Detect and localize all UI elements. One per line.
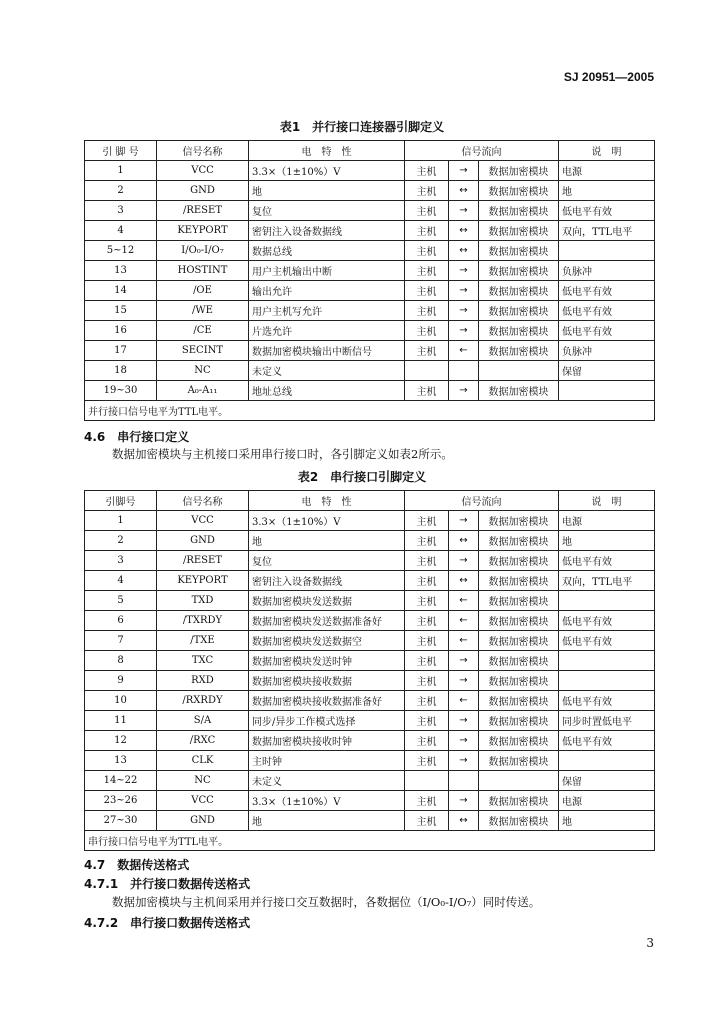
cell-pin: 2 — [85, 531, 157, 551]
cell-electrical: 数据加密模块输出中断信号 — [249, 341, 405, 361]
cell-to: 数据加密模块 — [479, 241, 559, 261]
cell-arrow: ↔ — [449, 181, 479, 201]
cell-signal: /OE — [157, 281, 249, 301]
col-direction: 信号流向 — [405, 491, 559, 511]
cell-to: 数据加密模块 — [479, 161, 559, 181]
table-row — [85, 771, 655, 791]
cell-signal: TXC — [157, 651, 249, 671]
cell-from: 主机 — [405, 711, 449, 731]
table2-note-row — [85, 831, 655, 851]
cell-arrow: → — [449, 551, 479, 571]
cell-pin: 12 — [85, 731, 157, 751]
cell-arrow: → — [449, 651, 479, 671]
cell-pin: 13 — [85, 751, 157, 771]
cell-electrical: 地址总线 — [249, 381, 405, 401]
cell-from: 主机 — [405, 691, 449, 711]
cell-from: 主机 — [405, 381, 449, 401]
cell-signal: A₀-A₁₁ — [157, 381, 249, 401]
cell-signal: /TXRDY — [157, 611, 249, 631]
cell-electrical: 数据加密模块接收数据 — [249, 671, 405, 691]
cell-to: 数据加密模块 — [479, 611, 559, 631]
table-row — [85, 811, 655, 831]
cell-arrow: ↔ — [449, 811, 479, 831]
table2 — [84, 490, 655, 851]
cell-electrical: 数据加密模块发送数据准备好 — [249, 611, 405, 631]
cell-description: 电源 — [559, 791, 655, 811]
cell-pin: 4 — [85, 221, 157, 241]
table-row — [85, 341, 655, 361]
cell-signal: VCC — [157, 791, 249, 811]
cell-from: 主机 — [405, 591, 449, 611]
table1-body — [85, 161, 655, 401]
cell-signal: RXD — [157, 671, 249, 691]
table-row — [85, 221, 655, 241]
cell-electrical: 片选允许 — [249, 321, 405, 341]
cell-arrow: ← — [449, 341, 479, 361]
cell-pin: 27~30 — [85, 811, 157, 831]
cell-arrow — [449, 361, 479, 381]
table-row — [85, 591, 655, 611]
cell-arrow: ↔ — [449, 571, 479, 591]
cell-arrow: → — [449, 281, 479, 301]
cell-description: 低电平有效 — [559, 551, 655, 571]
section-4-7-1-text: 数据加密模块与主机间采用并行接口交互数据时，各数据位（I/O₀-I/O₇）同时传送。 — [112, 895, 541, 909]
cell-signal: SECINT — [157, 341, 249, 361]
cell-to: 数据加密模块 — [479, 321, 559, 341]
cell-signal: TXD — [157, 591, 249, 611]
cell-description: 同步时置低电平 — [559, 711, 655, 731]
table-row — [85, 711, 655, 731]
cell-to: 数据加密模块 — [479, 261, 559, 281]
cell-electrical: 复位 — [249, 201, 405, 221]
cell-to: 数据加密模块 — [479, 221, 559, 241]
table-row — [85, 651, 655, 671]
table1-note: 并行接口信号电平为TTL电平。 — [85, 401, 655, 421]
table2-note: 串行接口信号电平为TTL电平。 — [85, 831, 655, 851]
table-row — [85, 691, 655, 711]
cell-signal: /RXRDY — [157, 691, 249, 711]
cell-pin: 7 — [85, 631, 157, 651]
cell-to: 数据加密模块 — [479, 731, 559, 751]
cell-signal: GND — [157, 181, 249, 201]
cell-arrow: → — [449, 791, 479, 811]
cell-description: 地 — [559, 181, 655, 201]
cell-to: 数据加密模块 — [479, 571, 559, 591]
standard-number: SJ 20951—2005 — [563, 70, 654, 84]
table1-header-row — [85, 141, 655, 161]
cell-from: 主机 — [405, 181, 449, 201]
cell-from: 主机 — [405, 811, 449, 831]
table-row — [85, 161, 655, 181]
cell-from: 主机 — [405, 261, 449, 281]
cell-pin: 9 — [85, 671, 157, 691]
cell-electrical: 密钥注入设备数据线 — [249, 221, 405, 241]
table-row — [85, 791, 655, 811]
cell-from: 主机 — [405, 631, 449, 651]
cell-to: 数据加密模块 — [479, 531, 559, 551]
cell-from: 主机 — [405, 731, 449, 751]
cell-to: 数据加密模块 — [479, 711, 559, 731]
cell-description: 低电平有效 — [559, 301, 655, 321]
cell-signal: /CE — [157, 321, 249, 341]
cell-from: 主机 — [405, 511, 449, 531]
cell-to: 数据加密模块 — [479, 381, 559, 401]
section-4-6-text: 数据加密模块与主机接口采用串行接口时，各引脚定义如表2所示。 — [112, 447, 453, 461]
cell-arrow: → — [449, 751, 479, 771]
cell-description: 低电平有效 — [559, 201, 655, 221]
cell-electrical: 数据加密模块发送数据空 — [249, 631, 405, 651]
cell-to: 数据加密模块 — [479, 671, 559, 691]
cell-electrical: 地 — [249, 531, 405, 551]
cell-pin: 3 — [85, 551, 157, 571]
table2-body — [85, 511, 655, 831]
cell-signal: NC — [157, 771, 249, 791]
cell-electrical: 未定义 — [249, 361, 405, 381]
cell-electrical: 数据加密模块发送数据 — [249, 591, 405, 611]
table2-header-row — [85, 491, 655, 511]
cell-from: 主机 — [405, 301, 449, 321]
cell-from: 主机 — [405, 531, 449, 551]
table-row — [85, 281, 655, 301]
cell-to: 数据加密模块 — [479, 301, 559, 321]
cell-arrow: → — [449, 381, 479, 401]
cell-from: 主机 — [405, 321, 449, 341]
cell-description: 低电平有效 — [559, 611, 655, 631]
cell-from: 主机 — [405, 611, 449, 631]
cell-description — [559, 751, 655, 771]
cell-signal: GND — [157, 811, 249, 831]
cell-pin: 1 — [85, 161, 157, 181]
cell-electrical: 数据加密模块接收时钟 — [249, 731, 405, 751]
cell-description: 保留 — [559, 771, 655, 791]
cell-signal: /WE — [157, 301, 249, 321]
table-row — [85, 241, 655, 261]
cell-arrow: → — [449, 261, 479, 281]
cell-pin: 15 — [85, 301, 157, 321]
cell-description — [559, 241, 655, 261]
cell-description: 低电平有效 — [559, 631, 655, 651]
cell-arrow: → — [449, 671, 479, 691]
cell-from — [405, 771, 449, 791]
cell-electrical: 地 — [249, 181, 405, 201]
cell-description: 低电平有效 — [559, 281, 655, 301]
cell-electrical: 用户主机写允许 — [249, 301, 405, 321]
cell-from: 主机 — [405, 551, 449, 571]
cell-signal: /RESET — [157, 551, 249, 571]
cell-pin: 19~30 — [85, 381, 157, 401]
table1 — [84, 140, 655, 421]
col-pin: 引 脚 号 — [85, 141, 157, 161]
table-row — [85, 631, 655, 651]
cell-from: 主机 — [405, 201, 449, 221]
cell-to — [479, 361, 559, 381]
cell-electrical: 同步/异步工作模式选择 — [249, 711, 405, 731]
cell-to: 数据加密模块 — [479, 281, 559, 301]
cell-arrow: ← — [449, 631, 479, 651]
cell-electrical: 密钥注入设备数据线 — [249, 571, 405, 591]
cell-signal: NC — [157, 361, 249, 381]
cell-arrow: → — [449, 321, 479, 341]
cell-arrow: ← — [449, 591, 479, 611]
cell-pin: 23~26 — [85, 791, 157, 811]
cell-from: 主机 — [405, 791, 449, 811]
cell-pin: 18 — [85, 361, 157, 381]
col-electrical: 电 特 性 — [249, 491, 405, 511]
cell-signal: /RXC — [157, 731, 249, 751]
cell-pin: 2 — [85, 181, 157, 201]
cell-description: 保留 — [559, 361, 655, 381]
cell-pin: 5~12 — [85, 241, 157, 261]
cell-to: 数据加密模块 — [479, 791, 559, 811]
cell-description: 地 — [559, 531, 655, 551]
cell-signal: I/O₀-I/O₇ — [157, 241, 249, 261]
cell-pin: 10 — [85, 691, 157, 711]
cell-pin: 5 — [85, 591, 157, 611]
cell-pin: 8 — [85, 651, 157, 671]
cell-pin: 14~22 — [85, 771, 157, 791]
col-pin: 引脚号 — [85, 491, 157, 511]
col-signal-name: 信号名称 — [157, 141, 249, 161]
table-row — [85, 381, 655, 401]
cell-pin: 17 — [85, 341, 157, 361]
cell-arrow — [449, 771, 479, 791]
cell-electrical: 数据加密模块接收数据准备好 — [249, 691, 405, 711]
cell-description: 低电平有效 — [559, 321, 655, 341]
page-number: 3 — [646, 936, 654, 950]
table1-caption: 表1 并行接口连接器引脚定义 — [279, 120, 445, 134]
cell-description: 负脉冲 — [559, 261, 655, 281]
cell-signal: /RESET — [157, 201, 249, 221]
cell-to: 数据加密模块 — [479, 811, 559, 831]
table2-caption: 表2 串行接口引脚定义 — [297, 470, 427, 484]
cell-description — [559, 381, 655, 401]
cell-electrical: 数据加密模块发送时钟 — [249, 651, 405, 671]
table-row — [85, 611, 655, 631]
table-row — [85, 731, 655, 751]
cell-from: 主机 — [405, 751, 449, 771]
cell-to: 数据加密模块 — [479, 551, 559, 571]
cell-pin: 4 — [85, 571, 157, 591]
cell-from: 主机 — [405, 571, 449, 591]
cell-description: 电源 — [559, 511, 655, 531]
cell-pin: 3 — [85, 201, 157, 221]
cell-pin: 6 — [85, 611, 157, 631]
col-direction: 信号流向 — [405, 141, 559, 161]
cell-to: 数据加密模块 — [479, 751, 559, 771]
cell-signal: GND — [157, 531, 249, 551]
cell-electrical: 数据总线 — [249, 241, 405, 261]
cell-electrical: 复位 — [249, 551, 405, 571]
cell-from: 主机 — [405, 671, 449, 691]
table-row — [85, 361, 655, 381]
cell-from: 主机 — [405, 281, 449, 301]
table-row — [85, 511, 655, 531]
table-row — [85, 181, 655, 201]
table-row — [85, 261, 655, 281]
cell-arrow: ← — [449, 611, 479, 631]
cell-description: 电源 — [559, 161, 655, 181]
table-row — [85, 571, 655, 591]
cell-description: 低电平有效 — [559, 691, 655, 711]
table-row — [85, 531, 655, 551]
col-description: 说 明 — [559, 141, 655, 161]
cell-arrow: → — [449, 731, 479, 751]
cell-pin: 11 — [85, 711, 157, 731]
section-4-7-title: 4.7 数据传送格式 — [84, 858, 190, 872]
cell-arrow: → — [449, 511, 479, 531]
cell-arrow: ↔ — [449, 241, 479, 261]
cell-pin: 16 — [85, 321, 157, 341]
cell-arrow: → — [449, 301, 479, 321]
cell-electrical: 地 — [249, 811, 405, 831]
cell-to: 数据加密模块 — [479, 651, 559, 671]
cell-electrical: 输出允许 — [249, 281, 405, 301]
cell-description — [559, 651, 655, 671]
cell-arrow: ↔ — [449, 531, 479, 551]
cell-signal: VCC — [157, 511, 249, 531]
cell-to: 数据加密模块 — [479, 181, 559, 201]
cell-electrical: 主时钟 — [249, 751, 405, 771]
cell-arrow: ← — [449, 691, 479, 711]
cell-to: 数据加密模块 — [479, 631, 559, 651]
col-electrical: 电 特 性 — [249, 141, 405, 161]
cell-pin: 1 — [85, 511, 157, 531]
cell-electrical: 未定义 — [249, 771, 405, 791]
cell-signal: HOSTINT — [157, 261, 249, 281]
cell-pin: 14 — [85, 281, 157, 301]
cell-from: 主机 — [405, 161, 449, 181]
table-row — [85, 301, 655, 321]
cell-description: 双向，TTL电平 — [559, 571, 655, 591]
cell-to: 数据加密模块 — [479, 691, 559, 711]
cell-signal: /TXE — [157, 631, 249, 651]
cell-to: 数据加密模块 — [479, 201, 559, 221]
cell-pin: 13 — [85, 261, 157, 281]
cell-from: 主机 — [405, 221, 449, 241]
cell-signal: KEYPORT — [157, 571, 249, 591]
cell-electrical: 3.3×（1±10%）V — [249, 161, 405, 181]
cell-from — [405, 361, 449, 381]
cell-to: 数据加密模块 — [479, 341, 559, 361]
section-4-7-1-title: 4.7.1 并行接口数据传送格式 — [84, 877, 251, 891]
cell-description: 负脉冲 — [559, 341, 655, 361]
cell-signal: S/A — [157, 711, 249, 731]
table-row — [85, 551, 655, 571]
cell-description — [559, 671, 655, 691]
cell-electrical: 3.3×（1±10%）V — [249, 791, 405, 811]
cell-description: 地 — [559, 811, 655, 831]
section-4-6-title: 4.6 串行接口定义 — [84, 430, 190, 444]
table-row — [85, 321, 655, 341]
cell-from: 主机 — [405, 341, 449, 361]
cell-signal: KEYPORT — [157, 221, 249, 241]
cell-to: 数据加密模块 — [479, 511, 559, 531]
cell-arrow: → — [449, 711, 479, 731]
section-4-7-2-title: 4.7.2 串行接口数据传送格式 — [84, 916, 251, 930]
table1-note-row — [85, 401, 655, 421]
cell-from: 主机 — [405, 651, 449, 671]
table-row — [85, 201, 655, 221]
col-signal-name: 信号名称 — [157, 491, 249, 511]
cell-to: 数据加密模块 — [479, 591, 559, 611]
cell-arrow: → — [449, 161, 479, 181]
cell-arrow: → — [449, 201, 479, 221]
table-row — [85, 751, 655, 771]
col-description: 说 明 — [559, 491, 655, 511]
cell-electrical: 3.3×（1±10%）V — [249, 511, 405, 531]
cell-description — [559, 591, 655, 611]
cell-signal: CLK — [157, 751, 249, 771]
cell-description: 双向，TTL电平 — [559, 221, 655, 241]
cell-signal: VCC — [157, 161, 249, 181]
cell-description: 低电平有效 — [559, 731, 655, 751]
cell-electrical: 用户主机输出中断 — [249, 261, 405, 281]
table-row — [85, 671, 655, 691]
cell-arrow: ↔ — [449, 221, 479, 241]
cell-from: 主机 — [405, 241, 449, 261]
cell-to — [479, 771, 559, 791]
